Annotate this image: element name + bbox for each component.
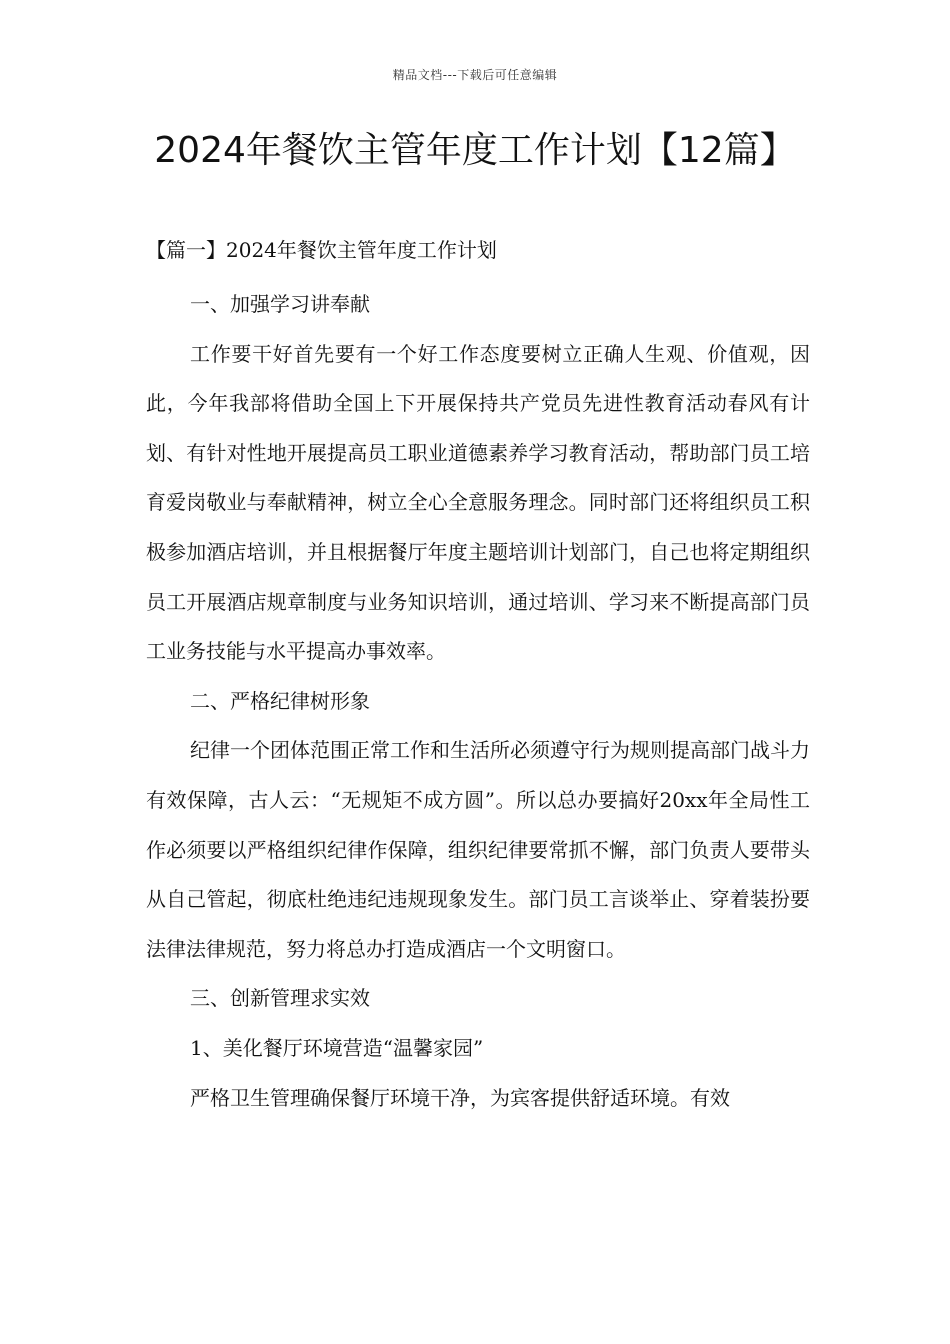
subheading-2: 二、严格纪律树形象	[190, 688, 370, 713]
subheading-3: 三、创新管理求实效	[190, 986, 370, 1011]
subheading-1: 一、加强学习讲奉献	[190, 292, 370, 316]
paragraph-2: 纪律一个团体范围正常工作和生活所必须遵守行为规则提高部门战斗力有效保障，古人云：“无规矩不成方圆”。所以总办要搞好20xx年全局性工作必须要以严格组织纪律作保障，组织纪律要常抓不懈，部门负责人要带头从自己管起，彻底杜绝违纪违规现象发生。部门员工言谈举止、穿着装扮要法律法律规范，努力将总办打造成酒店一个文明窗口。	[146, 738, 810, 961]
header-note: 精品文档---下载后可任意编辑	[392, 68, 558, 82]
paragraph-1: 工作要干好首先要有一个好工作态度要树立正确人生观、价值观，因此，今年我部将借助全国上下开展保持共产党员先进性教育活动春风有计划、有针对性地开展提高员工职业道德素养学习教育活动，帮助部门员工培育爱岗敬业与奉献精神，树立全心全意服务理念。同时部门还将组织员工积极参加酒店培训，并且根据餐厅年度主题培训计划部门，自己也将定期组织员工开展酒店规章制度与业务知识培训，通过培训、学习来不断提高部门员工业务技能与水平提高办事效率。	[146, 341, 810, 664]
subheading-3-1: 1、美化餐厅环境营造“温馨家园”	[190, 1035, 484, 1060]
document-body	[146, 280, 810, 1123]
section-heading: 【篇一】2024年餐饮主管年度工作计划	[146, 238, 497, 262]
paragraph-3: 严格卫生管理确保餐厅环境干净，为宾客提供舒适环境。有效	[190, 1085, 730, 1110]
document-title: 2024年餐饮主管年度工作计划【12篇】	[154, 130, 796, 171]
